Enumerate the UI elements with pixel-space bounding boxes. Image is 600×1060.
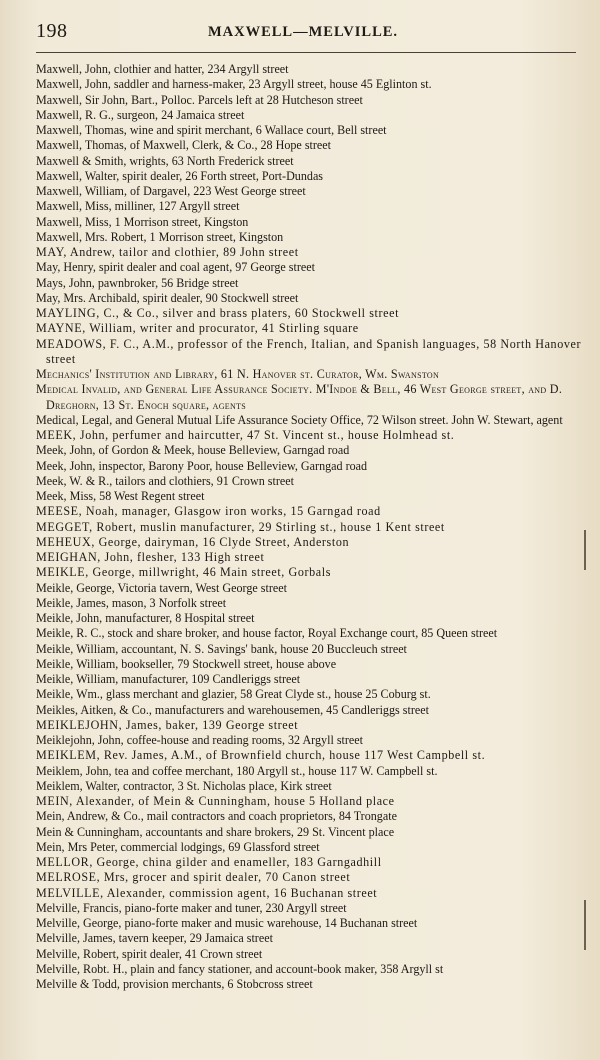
directory-entry: MAYNE, William, writer and procurator, 41 Stirling square	[36, 321, 359, 336]
directory-entry: Meikle, Wm., glass merchant and glazier, 58 Great Clyde st., house 25 Coburg st.	[36, 687, 431, 702]
directory-entry: MEIGHAN, John, flesher, 133 High street	[36, 550, 265, 564]
directory-entry: Meikle, William, manufacturer, 109 Candleriggs street	[36, 672, 301, 686]
directory-entry: Maxwell, Thomas, wine and spirit merchant, 6 Wallace court, Bell street	[36, 123, 387, 137]
directory-entry: Meek, John, inspector, Barony Poor, house Belleview, Garngad road	[36, 458, 368, 473]
directory-entry: MEIKLEM, Rev. James, A.M., of Brownfield church, house 117 West Campbell st.	[36, 748, 486, 763]
directory-entry: Maxwell, Miss, milliner, 127 Argyll street	[36, 199, 240, 214]
directory-entry: MEEK, John, perfumer and haircutter, 47 St. Vincent st., house Holmhead st.	[36, 428, 455, 442]
directory-entry: Maxwell, John, saddler and harness-maker, 23 Argyll street, house 45 Eglinton st.	[36, 77, 432, 92]
directory-entry: Mein, Andrew, & Co., mail contractors and coach proprietors, 84 Trongate	[36, 809, 397, 824]
directory-entry: Mein, Mrs Peter, commercial lodgings, 69 Glassford street	[36, 839, 320, 854]
directory-entry: MAY, Andrew, tailor and clothier, 89 John street	[36, 245, 299, 259]
directory-entry: Maxwell, John, clothier and hatter, 234 Argyll street	[36, 62, 289, 76]
directory-entry: Meiklejohn, John, coffee-house and reading rooms, 32 Argyll street	[36, 733, 364, 747]
page-number: 198	[36, 20, 68, 42]
directory-entry: MEIN, Alexander, of Mein & Cunningham, house 5 Holland place	[36, 794, 395, 808]
directory-entry: Melville, James, tavern keeper, 29 Jamaica street	[36, 931, 273, 946]
directory-entry: MELROSE, Mrs, grocer and spirit dealer, 70 Canon street	[36, 870, 351, 885]
directory-entry: Maxwell & Smith, wrights, 63 North Frederick street	[36, 153, 294, 168]
directory-entry: Meek, John, of Gordon & Meek, house Belleview, Garngad road	[36, 443, 350, 458]
directory-entry: Meikle, William, accountant, N. S. Savings' bank, house 20 Buccleuch street	[36, 641, 407, 656]
directory-entry: May, Mrs. Archibald, spirit dealer, 90 Stockwell street	[36, 290, 299, 305]
directory-entry: MEGGET, Robert, muslin manufacturer, 29 Stirling st., house 1 Kent street	[36, 519, 445, 534]
directory-entry: Meiklem, John, tea and coffee merchant, 180 Argyll st., house 117 W. Campbell st.	[36, 763, 438, 778]
directory-entry: Melville, Robert, spirit dealer, 41 Crown street	[36, 946, 263, 961]
directory-entry: Melville & Todd, provision merchants, 6 Stobcross street	[36, 977, 313, 991]
directory-entry: Meek, Miss, 58 West Regent street	[36, 489, 205, 503]
directory-entries	[36, 62, 582, 992]
directory-entry: Melville, George, piano-forte maker and music warehouse, 14 Buchanan street	[36, 916, 418, 930]
directory-entry: Meiklem, Walter, contractor, 3 St. Nicholas place, Kirk street	[36, 778, 332, 793]
directory-entry: Maxwell, Thomas, of Maxwell, Clerk, & Co., 28 Hope street	[36, 138, 332, 153]
directory-entry: Mays, John, pawnbroker, 56 Bridge street	[36, 275, 239, 290]
directory-entry: Meikle, James, mason, 3 Norfolk street	[36, 595, 227, 610]
header-rule	[36, 52, 576, 53]
directory-entry: Mein & Cunningham, accountants and share brokers, 29 St. Vincent place	[36, 824, 395, 839]
directory-entry: Maxwell, Miss, 1 Morrison street, Kingston	[36, 214, 249, 229]
directory-entry: Meikles, Aitken, & Co., manufacturers and warehousemen, 45 Candleriggs street	[36, 702, 429, 717]
directory-entry: MEIKLE, George, millwright, 46 Main street, Gorbals	[36, 565, 332, 580]
directory-entry: MELLOR, George, china gilder and enameller, 183 Garngadhill	[36, 855, 382, 869]
directory-entry: MEADOWS, F. C., A.M., professor of the French, Italian, and Spanish languages, 58 North Hanover street	[36, 336, 582, 366]
directory-entry: Meikle, George, Victoria tavern, West George street	[36, 580, 287, 595]
directory-entry: Melville, Robt. H., plain and fancy stationer, and account-book maker, 358 Argyll st	[36, 961, 444, 976]
directory-entry: Melville, Francis, piano-forte maker and tuner, 230 Argyll street	[36, 900, 347, 915]
directory-entry: MEESE, Noah, manager, Glasgow iron works, 15 Garngad road	[36, 504, 381, 519]
directory-entry: Maxwell, Walter, spirit dealer, 26 Forth street, Port-Dundas	[36, 168, 324, 183]
directory-entry: MELVILLE, Alexander, commission agent, 16 Buchanan street	[36, 885, 378, 900]
directory-entry: Maxwell, William, of Dargavel, 223 West George street	[36, 184, 306, 198]
directory-entry: Meikle, John, manufacturer, 8 Hospital street	[36, 611, 255, 625]
directory-entry: Meek, W. & R., tailors and clothiers, 91 Crown street	[36, 473, 294, 488]
page-header	[36, 20, 570, 46]
margin-mark	[584, 900, 586, 950]
directory-entry: Maxwell, R. G., surgeon, 24 Jamaica street	[36, 107, 245, 122]
directory-entry: MEHEUX, George, dairyman, 16 Clyde Street, Anderston	[36, 534, 350, 549]
directory-entry: Maxwell, Sir John, Bart., Polloc. Parcels left at 28 Hutcheson street	[36, 92, 363, 107]
directory-entry: Maxwell, Mrs. Robert, 1 Morrison street, Kingston	[36, 229, 284, 244]
directory-entry: MEIKLEJOHN, James, baker, 139 George street	[36, 717, 299, 732]
directory-entry: Medical Invalid, and General Life Assurance Society. M'Indoe & Bell, 46 West George street, and D. Dreghorn, 13 St. Enoch square, agents	[36, 382, 563, 412]
running-head: MAXWELL—MELVILLE.	[207, 24, 399, 40]
margin-mark	[584, 530, 586, 570]
directory-entry: Meikle, William, bookseller, 79 Stockwell street, house above	[36, 656, 337, 671]
directory-entry: Meikle, R. C., stock and share broker, and house factor, Royal Exchange court, 85 Queen street	[36, 626, 498, 641]
directory-entry: Medical, Legal, and General Mutual Life Assurance Society Office, 72 Wilson street. John W. Stewart, agent	[36, 412, 563, 427]
directory-entry: May, Henry, spirit dealer and coal agent, 97 George street	[36, 260, 315, 275]
directory-entry: Mechanics' Institution and Library, 61 N. Hanover st. Curator, Wm. Swanston	[36, 367, 440, 381]
directory-entry: MAYLING, C., & Co., silver and brass platers, 60 Stockwell street	[36, 306, 400, 320]
